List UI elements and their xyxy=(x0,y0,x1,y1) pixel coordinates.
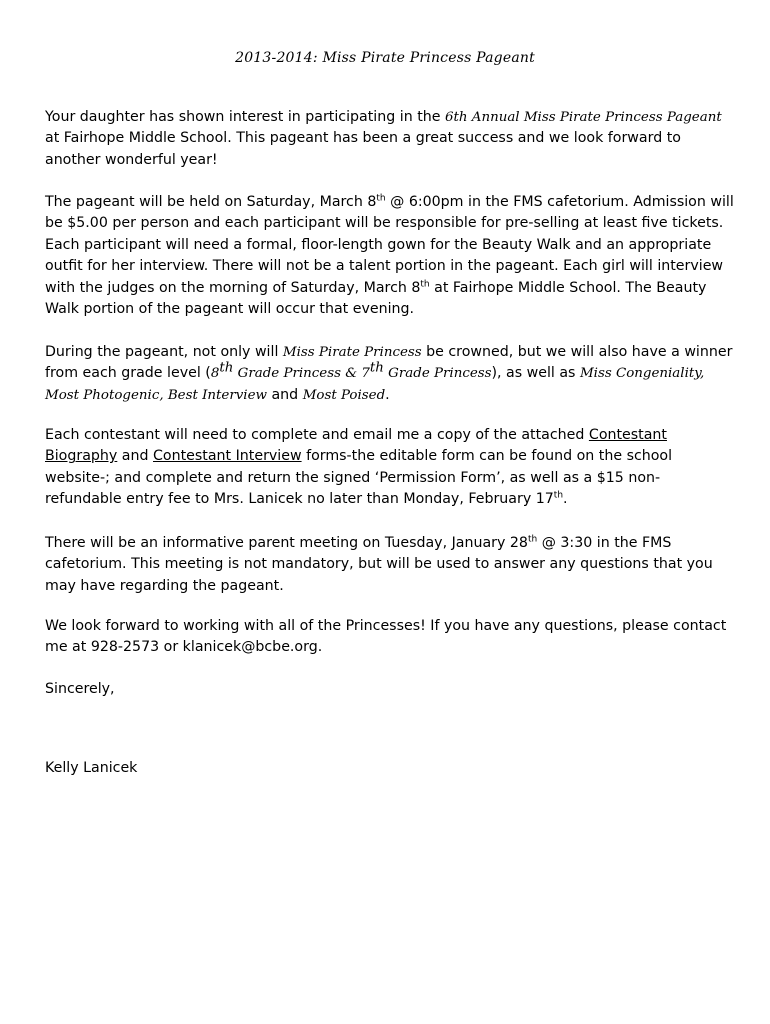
page-title: 2013-2014: Miss Pirate Princess Pageant xyxy=(235,50,535,66)
contestant-biography-link[interactable]: Contestant Biography xyxy=(45,427,667,465)
award-grade-text: Grade Princess & 7 xyxy=(233,366,370,382)
details-sup-1: th xyxy=(376,193,386,204)
award-grade-8-num: 8 xyxy=(210,366,220,382)
details-text-a: The pageant will be held on Saturday, March 8 xyxy=(45,194,377,210)
awards-sup-1: th xyxy=(219,360,234,376)
meeting-sup-1: th xyxy=(527,534,538,545)
awards-text-a: During the pageant, not only will xyxy=(45,344,283,360)
awards-text-k: . xyxy=(385,386,390,403)
contact-paragraph: We look forward to working with all of the Princesses! If you have any questions, please contact me at 928-2573 or klanicek@bcbe.org. xyxy=(45,618,727,656)
meeting-paragraph xyxy=(45,533,735,597)
awards-text-c: be crowned, but we will also have a winner from each grade level ( xyxy=(45,344,733,382)
contestant-interview-link[interactable]: Contestant Interview xyxy=(153,448,302,465)
forms-text-c: forms-the editable form can be found on the school website-; and complete and return the signed ‘Permission Form’, as well as a $15 non-refundable entry fee to Mrs. Lanicek no later than Monday, February 17 xyxy=(45,448,673,508)
awards-sup-2: th xyxy=(369,360,384,376)
details-sup-2: th xyxy=(420,278,430,289)
details-paragraph xyxy=(45,192,735,320)
meeting-text-b: @ 3:30 in the FMS cafetorium. This meeting is not mandatory, but will be used to answer any questions that you may have regarding the pageant. xyxy=(45,535,713,594)
intro-paragraph xyxy=(45,107,735,171)
pageant-name: 6th Annual Miss Pirate Princess Pageant xyxy=(445,110,722,125)
meeting-text-a: There will be an informative parent meeting on Tuesday, January 28 xyxy=(45,535,528,551)
forms-text-a: Each contestant will need to complete and email me a copy of the attached xyxy=(45,427,589,443)
details-text-b: @ 6:00pm in the FMS cafetorium. Admission will be $5.00 per person and each participant will be responsible for pre-selling at least five tickets. Each participant will need a formal, floor-length gown for the Beauty Walk and an appropriate outfit for her interview. There will not be a talent portion in the pageant. Each girl will interview with the judges on the morning of Saturday, March 8 xyxy=(45,194,734,296)
awards-text-g: ), as well as xyxy=(491,365,580,382)
award-list: Miss Congeniality, Most Photogenic, Best Interview xyxy=(45,366,705,403)
signature-name: Kelly Lanicek xyxy=(45,760,138,776)
awards-text-i: and xyxy=(266,386,303,403)
forms-text-d: . xyxy=(563,491,568,508)
closing: Sincerely, xyxy=(45,681,115,697)
forms-text-b: and xyxy=(117,448,154,465)
award-grade-7-text: Grade Princess xyxy=(383,366,492,382)
intro-text-a: Your daughter has shown interest in participating in the xyxy=(45,109,445,125)
award-miss-pirate-princess: Miss Pirate Princess xyxy=(282,345,422,360)
award-most-poised: Most Poised xyxy=(302,387,386,403)
awards-paragraph xyxy=(45,342,735,406)
details-text-c: at Fairhope Middle School. The Beauty Walk portion of the pageant will occur that evening. xyxy=(45,279,707,318)
forms-paragraph xyxy=(45,425,735,511)
intro-text-c: at Fairhope Middle School. This pageant has been a great success and we look forward to another wonderful year! xyxy=(45,130,681,168)
forms-sup-1: th xyxy=(553,490,564,501)
